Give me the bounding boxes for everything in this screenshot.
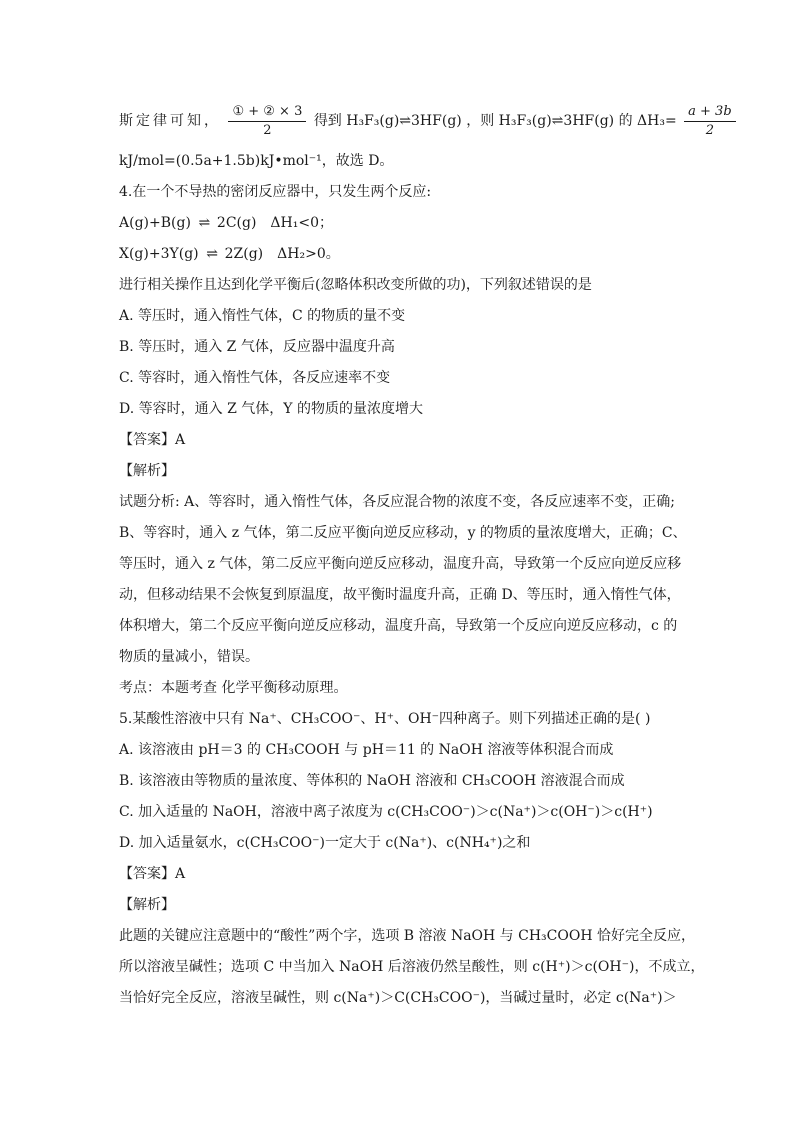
q4-reaction-2 bbox=[119, 239, 679, 270]
q5-analysis-title: 【解析】 bbox=[119, 897, 175, 913]
q4-analysis-line: B、等容时，通入 z 气体，第二反应平衡向逆反应移动，y 的物质的量浓度增大，正确；C、 bbox=[119, 525, 687, 541]
q4-analysis-line: 动，但移动结果不会恢复到原温度，故平衡时温度升高，正确 D、等压时，通入惰性气体， bbox=[119, 587, 681, 603]
q5-analysis-line: 此题的关键应注意题中的“酸性”两个字，选项 B 溶液 NaOH 与 CH₃COOH 恰好完全反应， bbox=[119, 928, 695, 944]
reaction-2-reactants: X(g)+3Y(g) bbox=[119, 246, 199, 262]
q5-answer: 【答案】A bbox=[119, 866, 186, 882]
q3-conclusion-line-2: kJ/mol=(0.5a+1.5b)kJ•mol⁻¹，故选 D。 bbox=[119, 153, 394, 169]
reaction-1-reactants: A(g)+B(g) bbox=[119, 215, 191, 231]
reaction-1-enthalpy: ΔH₁<0； bbox=[270, 215, 333, 231]
q4-option-d: D. 等容时，通入 Z 气体，Y 的物质的量浓度增大 bbox=[119, 401, 423, 417]
q4-answer: 【答案】A bbox=[119, 432, 186, 448]
q5-option-a: A. 该溶液由 pH＝3 的 CH₃COOH 与 pH＝11 的 NaOH 溶液等体积混合而成 bbox=[119, 742, 614, 758]
fraction-2 bbox=[684, 104, 736, 138]
q4-analysis-title: 【解析】 bbox=[119, 463, 175, 479]
q4-question: 进行相关操作且达到化学平衡后(忽略体积改变所做的功)，下列叙述错误的是 bbox=[119, 277, 592, 293]
q3-line-middle: 得到 H₃F₃(g)⇌3HF(g) ，则 H₃F₃(g)⇌3HF(g) 的 ΔH₃= bbox=[313, 113, 677, 129]
q3-conclusion-line bbox=[119, 96, 732, 146]
fraction-2-denominator: 2 bbox=[705, 122, 715, 138]
q4-kaodian: 考点：本题考查 化学平衡移动原理。 bbox=[119, 680, 348, 696]
equilibrium-arrow-icon: ⇌ bbox=[206, 246, 217, 262]
q4-analysis-line: 试题分析: A、等容时，通入惰性气体，各反应混合物的浓度不变，各反应速率不变，正确; bbox=[119, 494, 675, 510]
reaction-1-products: 2C(g) bbox=[216, 215, 257, 231]
fraction-1 bbox=[228, 104, 306, 138]
q4-option-a: A. 等压时，通入惰性气体，C 的物质的量不变 bbox=[119, 308, 406, 324]
q5-option-c: C. 加入适量的 NaOH，溶液中离子浓度为 c(CH₃COO⁻)＞c(Na⁺)＞c(OH⁻)＞c(H⁺) bbox=[119, 804, 653, 820]
q4-stem: 4.在一个不导热的密闭反应器中，只发生两个反应: bbox=[119, 184, 432, 200]
q4-option-c: C. 等容时，通入惰性气体，各反应速率不变 bbox=[119, 370, 391, 386]
reaction-2-enthalpy: ΔH₂>0。 bbox=[277, 246, 340, 262]
q5-analysis-line: 所以溶液呈碱性；选项 C 中当加入 NaOH 后溶液仍然呈酸性，则 c(H⁺)＞c(OH⁻)，不成立， bbox=[119, 959, 705, 975]
equilibrium-arrow-icon: ⇌ bbox=[198, 215, 210, 231]
document-page bbox=[119, 96, 732, 1014]
q4-analysis-line: 体积增大，第二个反应平衡向逆反应移动，温度升高，导致第一个反应向逆反应移动，c 的 bbox=[119, 618, 678, 634]
fraction-1-denominator: 2 bbox=[263, 122, 272, 138]
q5-analysis-line: 当恰好完全反应，溶液呈碱性，则 c(Na⁺)＞C(CH₃COO⁻)，当碱过量时，必定 c(Na⁺)＞ bbox=[119, 990, 677, 1006]
fraction-1-numerator: ① + ② × 3 bbox=[228, 104, 306, 122]
q4-analysis-line: 等压时，通入 z 气体，第二反应平衡向逆反应移动，温度升高，导致第一个反应向逆反应移 bbox=[119, 556, 682, 572]
q4-analysis-line: 物质的量减小，错误。 bbox=[119, 649, 259, 665]
q5-stem: 5.某酸性溶液中只有 Na⁺、CH₃COO⁻、H⁺、OH⁻四种离子。则下列描述正确的是( ) bbox=[119, 711, 651, 727]
fraction-2-numerator: a + 3b bbox=[684, 104, 736, 122]
q5-option-b: B. 该溶液由等物质的量浓度、等体积的 NaOH 溶液和 CH₃COOH 溶液混合而成 bbox=[119, 773, 625, 789]
q4-reaction-1 bbox=[119, 208, 679, 239]
q5-option-d: D. 加入适量氨水，c(CH₃COO⁻)一定大于 c(Na⁺)、c(NH₄⁺)之和 bbox=[119, 835, 531, 851]
reaction-2-products: 2Z(g) bbox=[224, 246, 264, 262]
q4-option-b: B. 等压时，通入 Z 气体，反应器中温度升高 bbox=[119, 339, 395, 355]
q3-line-prefix: 斯定律可知， bbox=[119, 113, 221, 129]
